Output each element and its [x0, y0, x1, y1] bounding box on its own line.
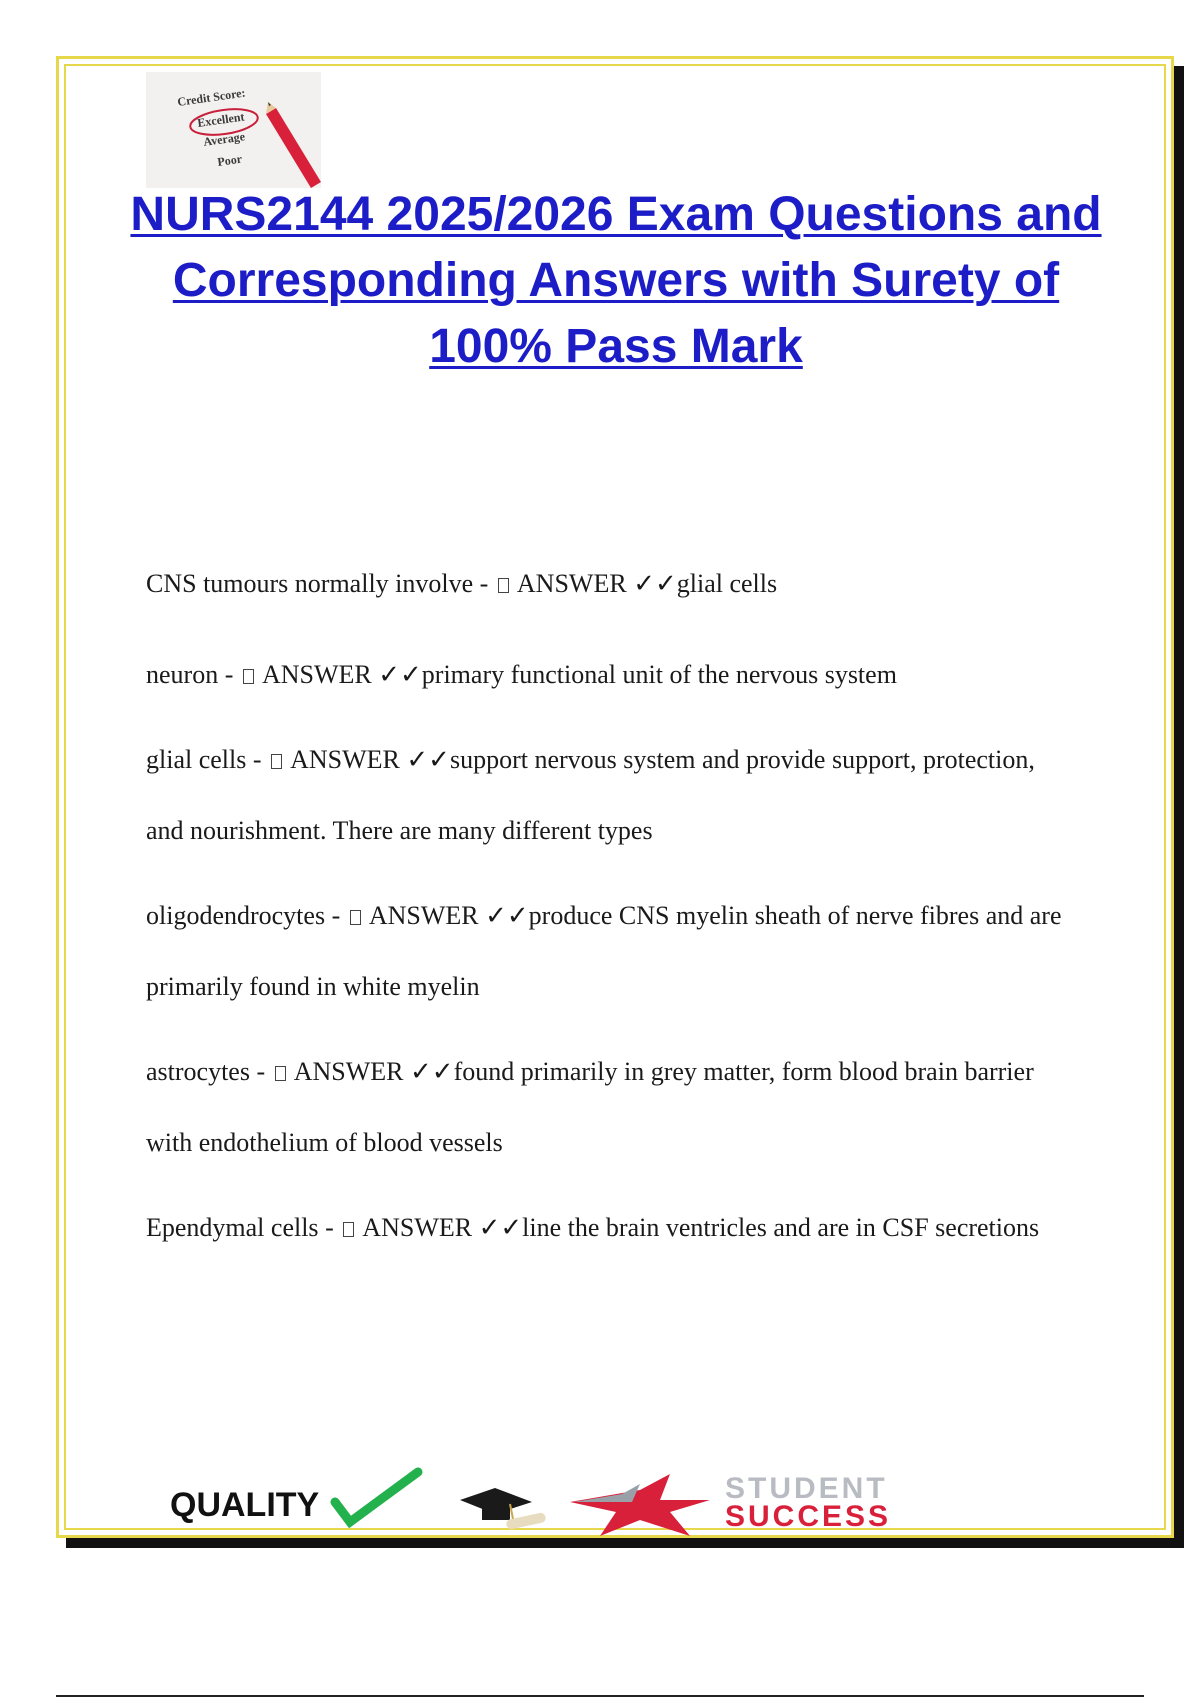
missing-glyph-icon [498, 578, 509, 593]
qa-separator: - [473, 569, 495, 598]
answer-label: ANSWER [256, 660, 379, 689]
qa-answer: found primarily in grey matter, form blood brain barrier with endothelium of blood vessels [146, 1057, 1034, 1157]
missing-glyph-icon [275, 1066, 286, 1081]
footer-logo-strip [170, 1460, 1050, 1540]
qa-term: oligodendrocytes [146, 901, 326, 930]
qa-item [146, 1036, 1076, 1178]
logo-line-3: Average [202, 129, 246, 149]
double-check-icon: ✓✓ [378, 660, 422, 689]
answer-label: ANSWER [288, 1057, 410, 1086]
credit-score-logo [146, 72, 321, 188]
student-text: STUDENT [725, 1472, 888, 1505]
missing-glyph-icon [271, 754, 282, 769]
document-title: NURS2144 2025/2026 Exam Questions and Corresponding Answers with Surety of 100% Pass Mark [130, 188, 1102, 373]
qa-term: CNS tumours normally involve [146, 569, 474, 598]
qa-answer: glial cells [676, 569, 778, 598]
answer-label: ANSWER [363, 901, 486, 930]
double-check-icon: ✓✓ [485, 901, 529, 930]
qa-answer: produce CNS myelin sheath of nerve fibres and are primarily found in white myelin [146, 901, 1062, 1001]
logo-line-4: Poor [216, 151, 243, 169]
double-check-icon: ✓✓ [633, 569, 677, 598]
qa-item [146, 639, 1076, 710]
qa-item [146, 880, 1076, 1022]
qa-separator: - [246, 745, 269, 774]
graduation-cap-icon [460, 1488, 547, 1530]
qa-list [146, 548, 1076, 1277]
qa-term: Ependymal cells [146, 1213, 319, 1242]
green-check-icon [335, 1472, 418, 1522]
answer-label: ANSWER [511, 569, 634, 598]
bottom-rule [56, 1695, 1144, 1697]
double-check-icon: ✓✓ [478, 1213, 523, 1242]
qa-item [146, 1192, 1076, 1263]
qa-separator: - [218, 660, 240, 689]
logo-line-2: Excellent [196, 109, 246, 130]
qa-separator: - [325, 901, 347, 930]
qa-item [146, 724, 1076, 866]
missing-glyph-icon [343, 1222, 354, 1237]
success-text: SUCCESS [725, 1500, 892, 1533]
footer-logos [170, 1460, 1050, 1540]
double-check-icon: ✓✓ [406, 745, 450, 774]
answer-label: ANSWER [285, 745, 407, 774]
qa-answer: line the brain ventricles and are in CSF secretions [522, 1213, 1040, 1242]
qa-item [146, 548, 1076, 619]
star-icon [570, 1474, 710, 1536]
pencil-icon [266, 102, 321, 188]
missing-glyph-icon [243, 669, 254, 684]
qa-answer: primary functional unit of the nervous system [421, 660, 897, 689]
qa-term: astrocytes [146, 1057, 250, 1086]
quality-logo [170, 1472, 418, 1524]
qa-term: neuron [146, 660, 219, 689]
quality-text: QUALITY [170, 1486, 320, 1524]
student-success-logo [570, 1472, 891, 1536]
qa-separator: - [318, 1213, 341, 1242]
answer-label: ANSWER [357, 1213, 479, 1242]
qa-term: glial cells [146, 745, 247, 774]
qa-separator: - [249, 1057, 272, 1086]
logo-line-1: Credit Score: [176, 85, 247, 109]
missing-glyph-icon [350, 910, 361, 925]
qa-answer: support nervous system and provide support, protection, and nourishment. There are many different types [146, 745, 1035, 845]
double-check-icon: ✓✓ [409, 1057, 454, 1086]
credit-score-image [146, 72, 321, 188]
